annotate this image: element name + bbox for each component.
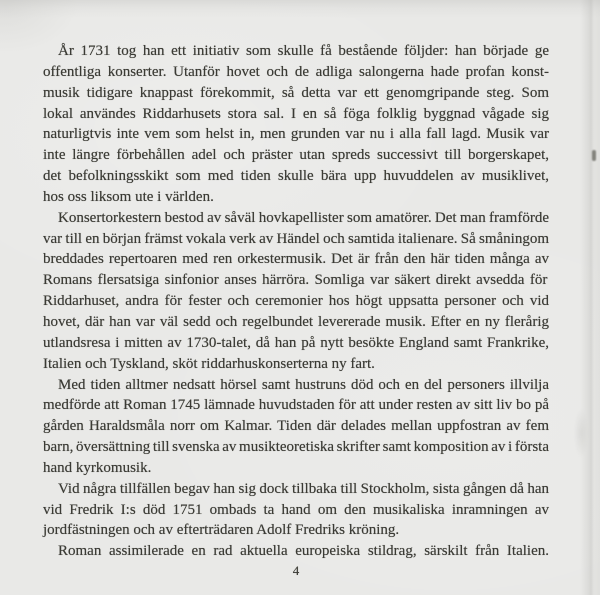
text-line: hos oss liksom ute i världen. <box>43 188 214 205</box>
text-line: jordfästningen och av efterträdaren Adolf Fredriks kröning. <box>43 522 400 539</box>
paragraph <box>43 375 549 479</box>
text-line: År 1731 tog han ett initiativ som skulle få bestående följder: han började ge <box>58 43 549 59</box>
text-line: medförde att Roman 1745 lämnade huvudstaden för att under resten av sitt liv bo på <box>43 397 549 414</box>
text-line: barn, översättning till svenska av musikteoretiska skrifter samt komposition av i första <box>43 439 549 456</box>
text-line: Vid några tillfällen begav han sig dock tillbaka till Stockholm, sista gången då han <box>58 480 549 497</box>
text-line: offentliga konserter. Utanför hovet och de adliga salongerna hade profan konst- <box>43 63 549 80</box>
paragraph <box>43 541 549 562</box>
text-line: gården Haraldsmåla norr om Kalmar. Tiden där delades mellan uppfostran av fem <box>43 418 549 435</box>
paragraph <box>43 208 549 375</box>
text-line: hovet, där han var väl sedd och regelbundet levererade musik. Efter en ny flerårig <box>43 313 549 330</box>
scan-speck-artifact <box>592 150 596 161</box>
text-line: utlandsresa i mitten av 1730-talet, då han på nytt besökte England samt Frankrike, <box>43 334 549 351</box>
text-line: Roman assimilerade en rad aktuella europeiska stildrag, särskilt från Italien. <box>58 543 549 560</box>
text-block <box>43 41 549 562</box>
text-line: Riddarhuset, andra för fester och ceremonier hos högt uppsatta personer och vid <box>43 293 549 310</box>
scan-smudge-artifact <box>574 408 588 458</box>
paragraph <box>43 41 549 208</box>
text-line: Italien och Tyskland, sköt riddarhuskonserterna ny fart. <box>43 355 375 372</box>
text-line: breddades repertoaren med ren orkestermusik. Det är från den här tiden många av <box>43 251 549 268</box>
text-line: naturligtvis inte vem som helst in, men grunden var nu i alla fall lagd. Musik var <box>43 126 549 143</box>
text-line: hand kyrkomusik. <box>43 459 152 476</box>
text-line: Romans flersatsiga sinfonior anses härröra. Somliga var säkert direkt avsedda för <box>43 272 548 289</box>
text-line: det befolkningsskikt som med tiden skulle bära upp huvuddelen av musiklivet, <box>43 168 549 185</box>
text-line: Konsertorkestern bestod av såväl hovkapellister som amatörer. Det man framförde <box>58 209 549 226</box>
text-line: var till en början främst vokala verk av Händel och samtida italienare. Så småningom <box>43 230 549 247</box>
text-line: musik tidigare knappast förekommit, så detta var ett genomgripande steg. Som <box>43 84 549 101</box>
text-line: Med tiden alltmer nedsatt hörsel samt hustruns död och en del personers illvilja <box>58 376 549 393</box>
text-line: inte längre förbehållen adel och präster utan spreds successivt till borgerskapet, <box>43 147 549 164</box>
text-line: lokal användes Riddarhusets stora sal. I en så föga folklig byggnad vågade sig <box>43 105 549 122</box>
text-line: vid Fredrik I:s död 1751 ombads ta hand om den musikaliska inramningen av <box>43 501 549 518</box>
paragraph <box>43 479 549 542</box>
page-number: 4 <box>292 563 300 578</box>
